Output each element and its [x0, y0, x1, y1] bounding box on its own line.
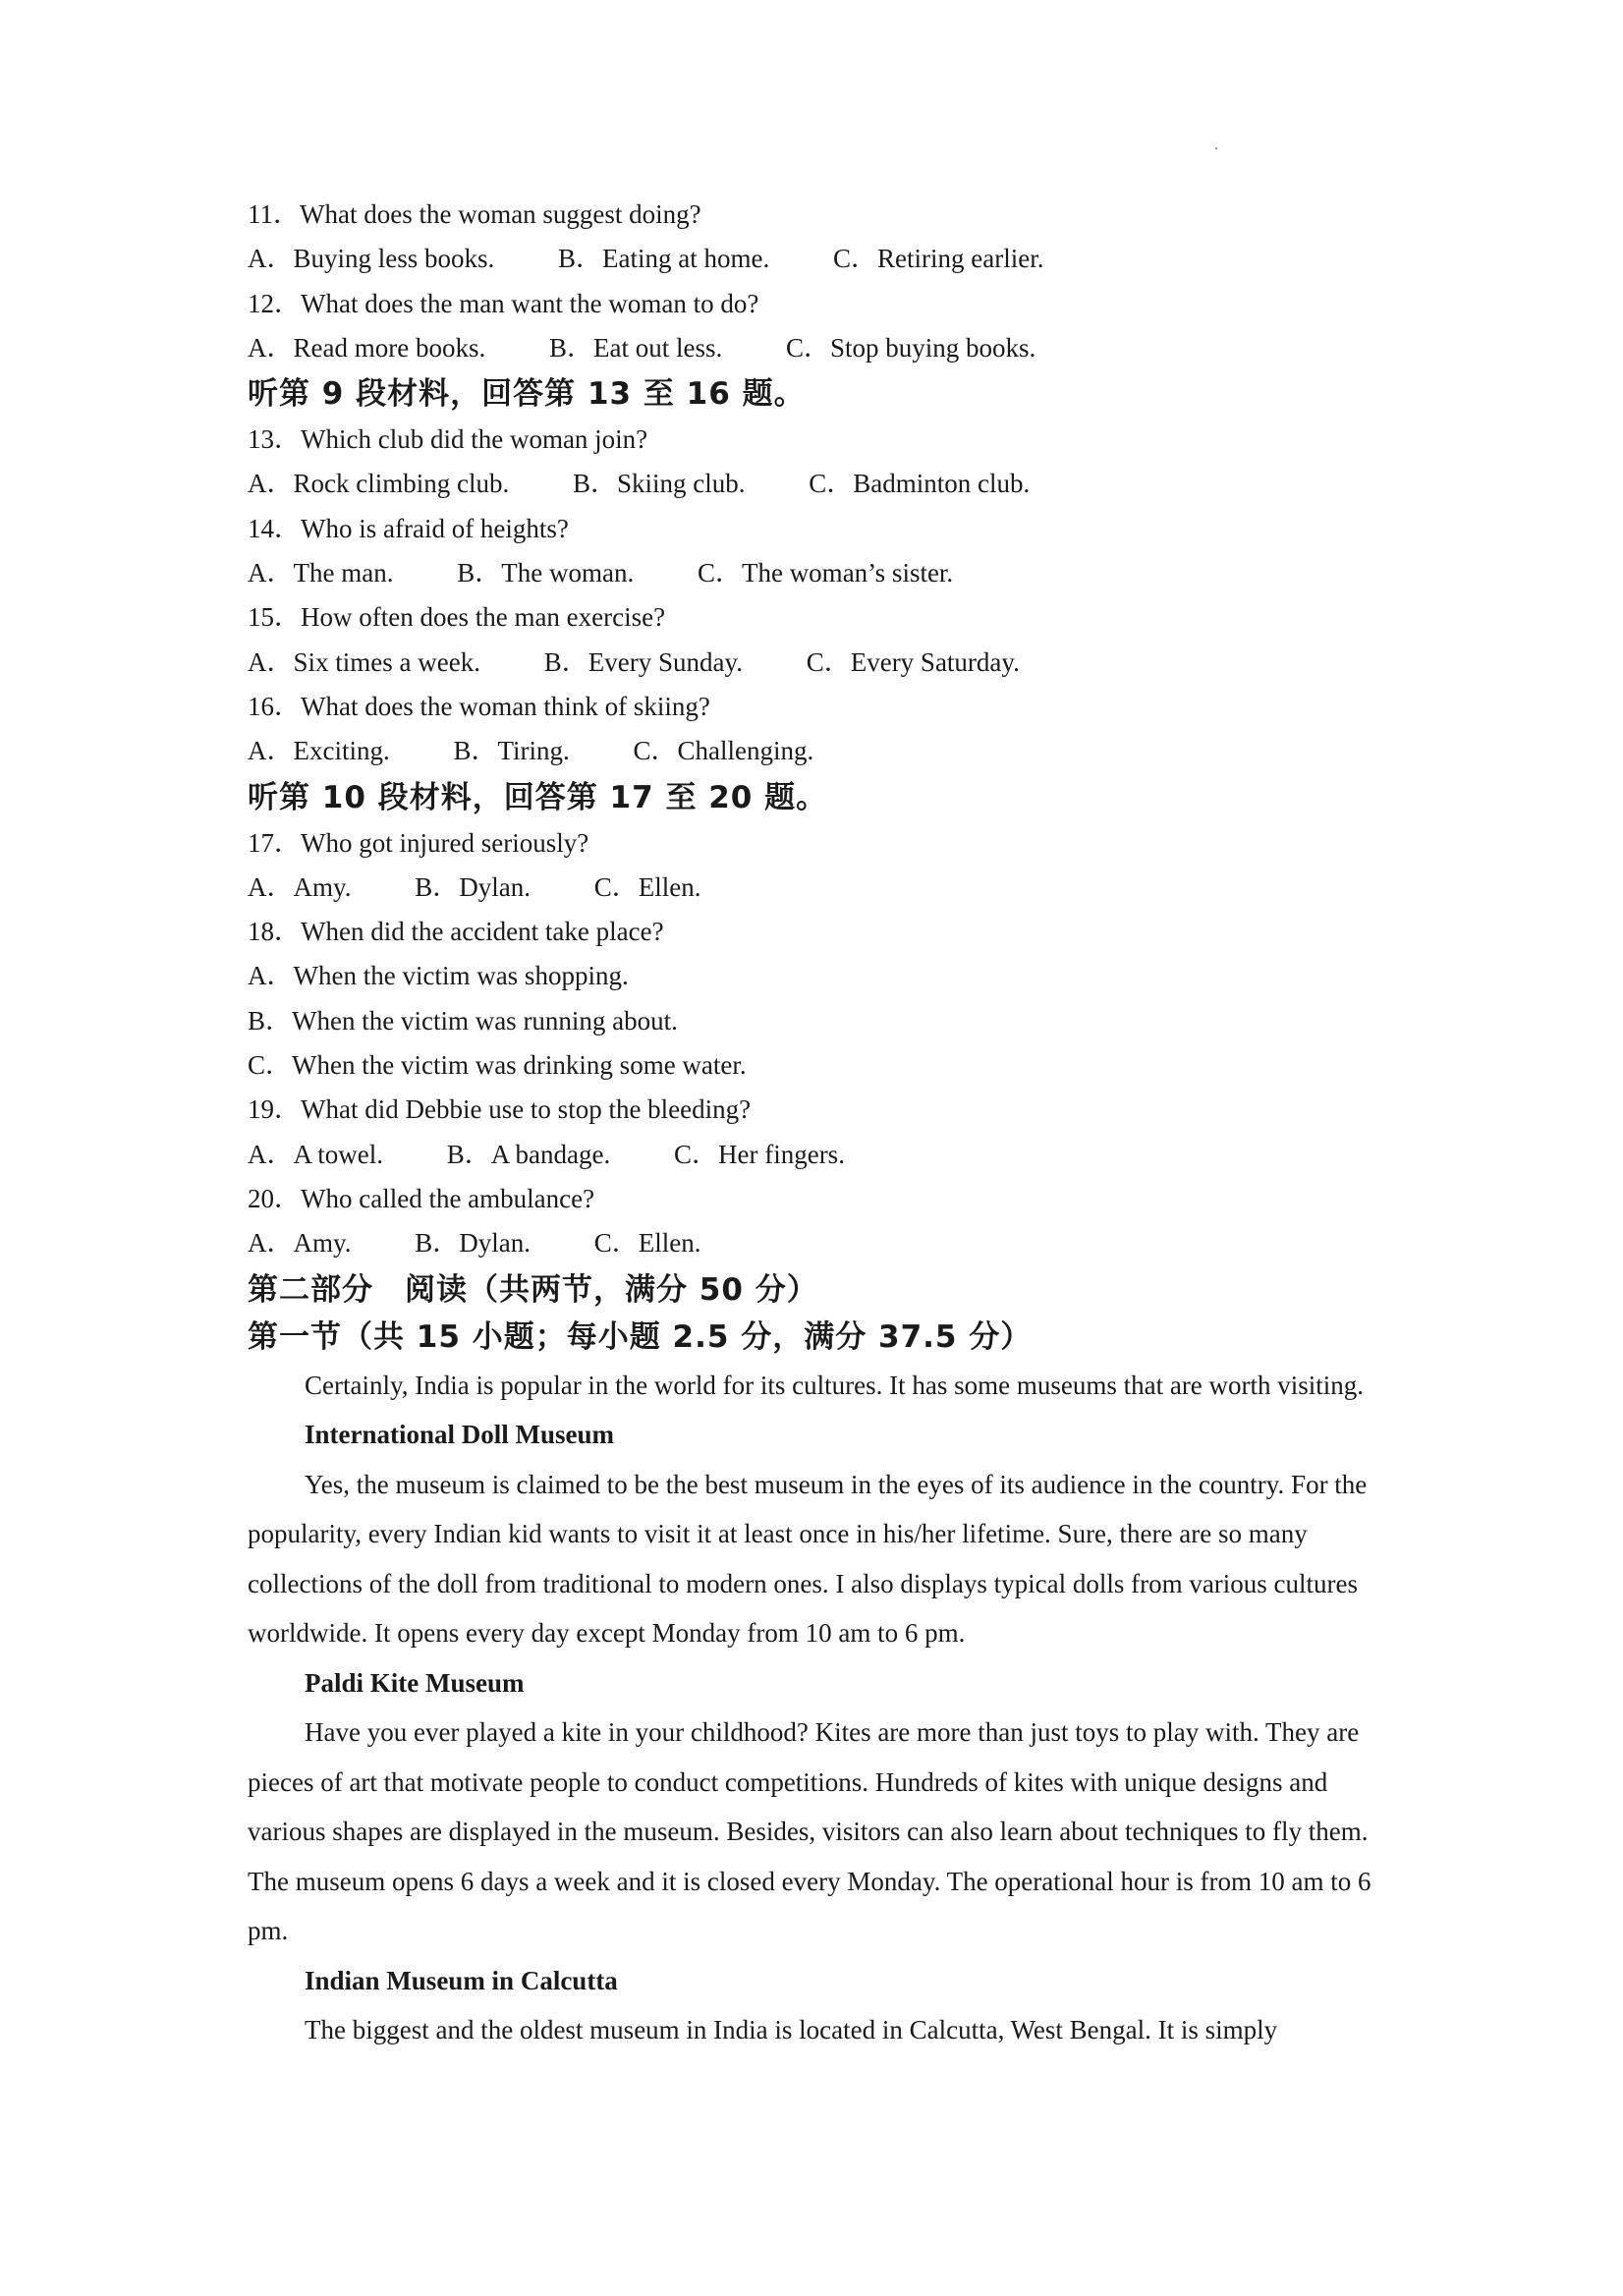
museum-title-kite: Paldi Kite Museum: [305, 1667, 525, 1698]
options-13: [248, 462, 1397, 506]
options-16: [248, 729, 1397, 773]
option-c: C．The woman’s sister.: [697, 558, 954, 588]
option-b: B．Dylan.: [415, 1228, 531, 1259]
option-c: C．Ellen.: [593, 871, 701, 902]
option-b: B．Dylan.: [415, 871, 531, 902]
question-19: 19．What did Debbie use to stop the bleeding?: [248, 1094, 752, 1125]
intro-paragraph: Certainly, India is popular in the world for its cultures. It has some museums that are worth visiting.: [305, 1370, 1365, 1400]
question-18: 18．When did the accident take place?: [248, 917, 664, 947]
options-19: [248, 1133, 1397, 1177]
options-17: [248, 866, 1397, 910]
question-17: 17．Who got injured seriously?: [248, 827, 589, 858]
scan-speck: [1215, 147, 1217, 149]
option-a: A．The man.: [248, 558, 394, 588]
option-a: A．Rock climbing club.: [248, 469, 510, 499]
option-b: B．Eating at home.: [558, 244, 770, 274]
question-12: 12．What does the man want the woman to do?: [248, 288, 759, 318]
question-15: 15．How often does the man exercise?: [248, 602, 666, 633]
option-c: C．Her fingers.: [673, 1139, 845, 1169]
museum-text-kite: Have you ever played a kite in your childhood? Kites are more than just toys to play with. They are pieces of art that motivate people to conduct competitions. Hundreds of kites with unique designs and various shapes are displayed in the museum. Besides, visitors can also learn about techniques to fly them. The museum opens 6 days a week and it is closed every Monday. The operational hour is from 10 am to 6 pm.: [248, 1717, 1371, 1946]
part-two-section-heading: 第一节（共 15 小题；每小题 2.5 分，满分 37.5 分）: [248, 1318, 1033, 1355]
section-heading-10: 听第 10 段材料，回答第 17 至 20 题。: [248, 779, 828, 815]
option-b: B．Skiing club.: [572, 469, 746, 499]
option-c: C．Challenging.: [633, 736, 814, 766]
options-20: [248, 1221, 1397, 1265]
option-c: C．When the victim was drinking some water.: [248, 1050, 747, 1081]
option-c: C．Stop buying books.: [785, 332, 1036, 363]
museum-title-calcutta: Indian Museum in Calcutta: [305, 1965, 618, 1995]
options-14: [248, 551, 1397, 595]
option-c: C．Ellen.: [593, 1228, 701, 1259]
options-12: [248, 326, 1397, 370]
option-b: B．Eat out less.: [548, 332, 723, 363]
question-20: 20．Who called the ambulance?: [248, 1183, 595, 1213]
question-14: 14．Who is afraid of heights?: [248, 513, 569, 543]
option-a: A．Amy.: [248, 871, 352, 902]
options-11: [248, 237, 1397, 281]
exam-page: [248, 193, 1397, 2055]
option-b: B．A bandage.: [446, 1139, 611, 1169]
option-c: C．Badminton club.: [809, 469, 1031, 499]
option-c: C．Retiring earlier.: [833, 244, 1044, 274]
option-b: B．Tiring.: [453, 736, 570, 766]
option-a: A．Buying less books.: [248, 244, 495, 274]
option-c: C．Every Saturday.: [806, 646, 1020, 677]
option-b: B．Every Sunday.: [543, 646, 743, 677]
option-b: B．The woman.: [457, 558, 635, 588]
museum-text-calcutta: The biggest and the oldest museum in India is located in Calcutta, West Bengal. It is simply: [305, 2015, 1278, 2045]
museum-title-doll: International Doll Museum: [305, 1420, 615, 1450]
question-13: 13．Which club did the woman join?: [248, 424, 648, 455]
museum-text-doll: Yes, the museum is claimed to be the best museum in the eyes of its audience in the country. For the popularity, every Indian kid wants to visit it at least once in his/her lifetime. Sure, there are so many collections of the doll from traditional to modern ones. I also displays typical dolls from various cultures worldwide. It opens every day except Monday from 10 am to 6 pm.: [248, 1469, 1368, 1649]
option-a: A．Six times a week.: [248, 646, 480, 677]
option-a: A．Exciting.: [248, 736, 390, 766]
option-a: A．Amy.: [248, 1228, 352, 1259]
option-a: A．A towel.: [248, 1139, 383, 1169]
question-11: 11．What does the woman suggest doing?: [248, 199, 701, 229]
part-two-heading: 第二部分 阅读（共两节，满分 50 分）: [248, 1271, 818, 1308]
option-b: B．When the victim was running about.: [248, 1005, 678, 1036]
option-a: A．When the victim was shopping.: [248, 961, 629, 991]
question-16: 16．What does the woman think of skiing?: [248, 691, 710, 721]
options-15: [248, 641, 1397, 685]
section-heading-9: 听第 9 段材料，回答第 13 至 16 题。: [248, 376, 806, 413]
option-a: A．Read more books.: [248, 332, 486, 363]
